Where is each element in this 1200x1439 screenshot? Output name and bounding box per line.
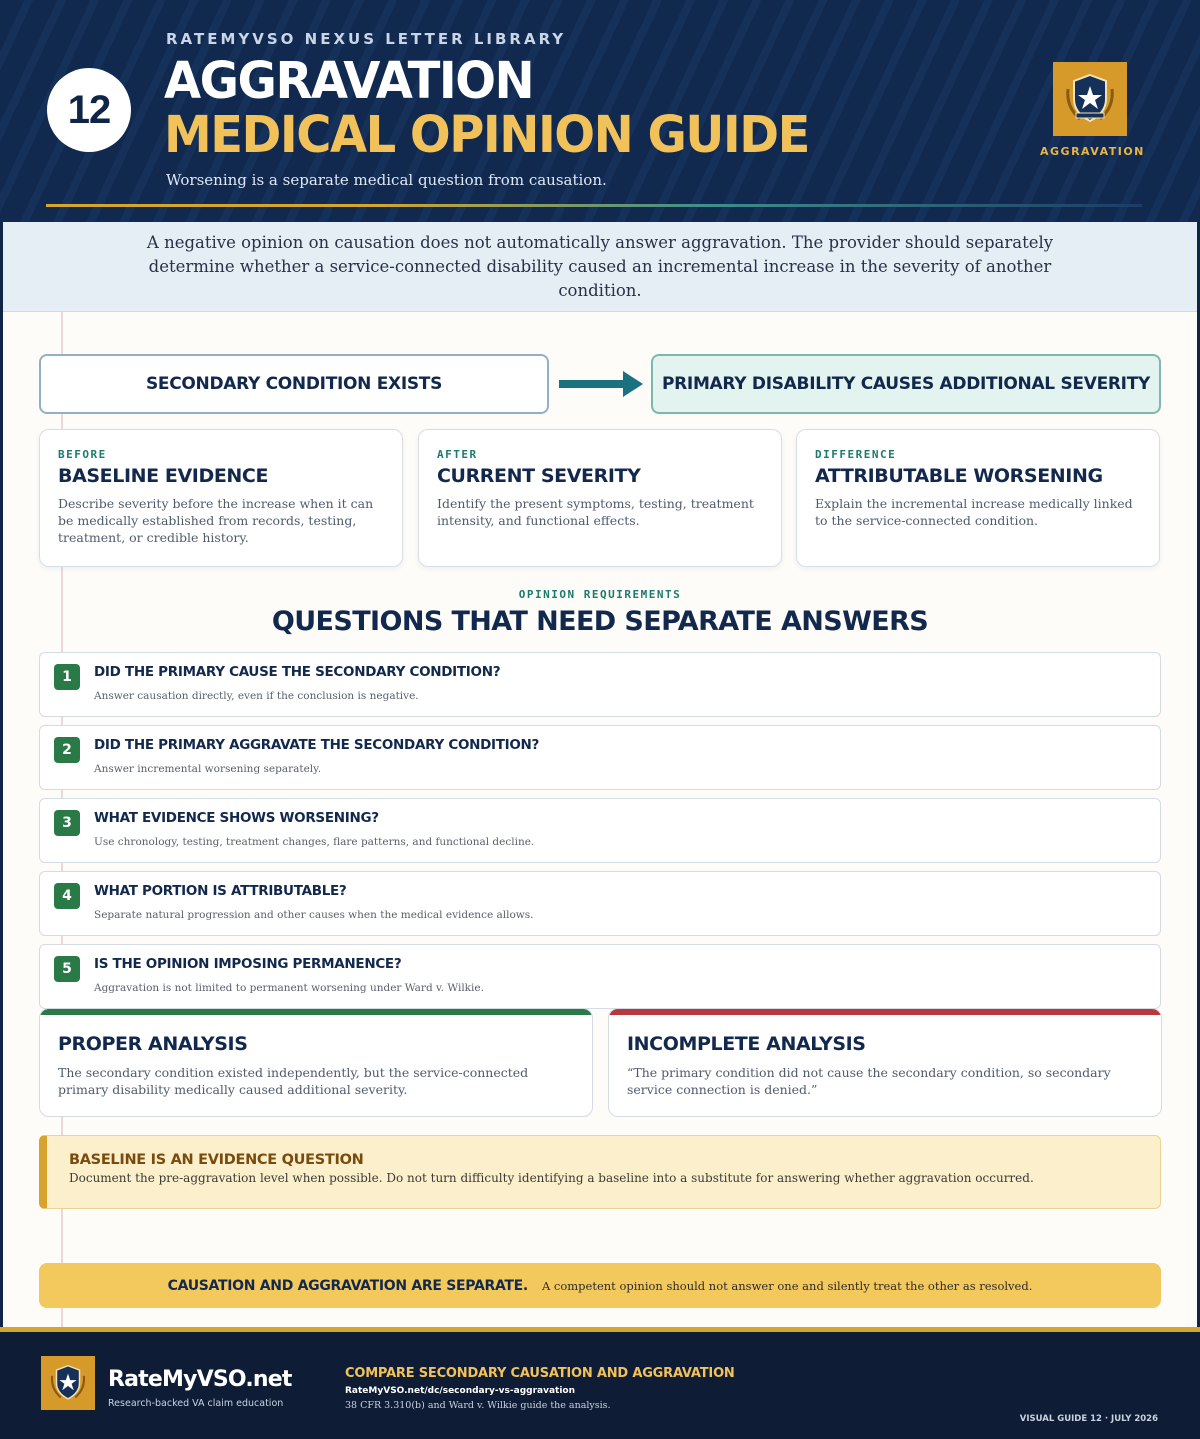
library-eyebrow: RATEMYVSO NEXUS LETTER LIBRARY xyxy=(166,30,567,48)
question-number: 2 xyxy=(54,737,80,763)
flow-secondary-condition: SECONDARY CONDITION EXISTS xyxy=(39,354,549,414)
footer-citation: 38 CFR 3.310(b) and Ward v. Wilkie guide the analysis. xyxy=(345,1400,611,1411)
card-body: Describe severity before the increase when it can be medically established from records, testing, treatment, or credible history. xyxy=(58,496,374,545)
question-number: 3 xyxy=(54,810,80,836)
question-desc: Separate natural progression and other causes when the medical evidence allows. xyxy=(94,909,534,921)
question-number: 4 xyxy=(54,883,80,909)
card-title: ATTRIBUTABLE WORSENING xyxy=(815,465,1103,487)
page-title-line1: AGGRAVATION xyxy=(164,52,534,111)
footer xyxy=(0,1327,1200,1439)
card-difference xyxy=(796,429,1160,567)
guide-number-badge: 12 xyxy=(47,68,131,152)
card-title: BASELINE EVIDENCE xyxy=(58,465,269,487)
footer-tagline: Research-backed VA claim education xyxy=(108,1398,284,1409)
card-current xyxy=(418,429,782,567)
baseline-note-body: Document the pre-aggravation level when possible. Do not turn difficulty identifying a baseline into a substitute for answering whether aggravation occurred. xyxy=(69,1171,1034,1185)
shield-star-icon xyxy=(41,1356,95,1410)
page-title-line2: MEDICAL OPINION GUIDE xyxy=(164,106,809,165)
question-desc: Use chronology, testing, treatment changes, flare patterns, and functional decline. xyxy=(94,836,535,848)
card-baseline xyxy=(39,429,403,567)
shield-star-icon xyxy=(1053,62,1127,136)
question-row xyxy=(39,871,1161,936)
footer-link-title: COMPARE SECONDARY CAUSATION AND AGGRAVATION xyxy=(345,1366,735,1381)
banner-body: A competent opinion should not answer one and silently treat the other as resolved. xyxy=(541,1278,1033,1293)
question-title: DID THE PRIMARY AGGRAVATE THE SECONDARY CONDITION? xyxy=(94,737,540,753)
card-kicker: AFTER xyxy=(437,448,478,461)
page-subtitle: Worsening is a separate medical question from causation. xyxy=(166,171,607,189)
question-row xyxy=(39,798,1161,863)
question-title: DID THE PRIMARY CAUSE THE SECONDARY CONDITION? xyxy=(94,664,501,680)
header xyxy=(0,0,1200,222)
question-desc: Aggravation is not limited to permanent worsening under Ward v. Wilkie. xyxy=(94,982,484,994)
baseline-note xyxy=(39,1135,1161,1209)
section-title: QUESTIONS THAT NEED SEPARATE ANSWERS xyxy=(271,606,929,637)
baseline-note-title: BASELINE IS AN EVIDENCE QUESTION xyxy=(69,1152,364,1168)
main-content xyxy=(3,222,1197,1327)
arrow-right-icon xyxy=(559,369,647,403)
incomplete-analysis-title: INCOMPLETE ANALYSIS xyxy=(627,1033,866,1055)
question-desc: Answer incremental worsening separately. xyxy=(94,763,322,775)
question-desc: Answer causation directly, even if the conclusion is negative. xyxy=(94,690,419,702)
question-number: 1 xyxy=(54,664,80,690)
logo-caption: AGGRAVATION xyxy=(1040,145,1145,158)
proper-analysis-card xyxy=(39,1008,593,1117)
footer-url-link[interactable]: RateMyVSO.net/dc/secondary-vs-aggravation xyxy=(345,1386,576,1396)
question-title: WHAT PORTION IS ATTRIBUTABLE? xyxy=(94,883,347,899)
proper-analysis-body: The secondary condition existed independently, but the service-connected primary disability medically caused additional severity. xyxy=(58,1065,529,1097)
question-number: 5 xyxy=(54,956,80,982)
card-body: Explain the incremental increase medically linked to the service-connected condition. xyxy=(815,496,1133,528)
incomplete-analysis-card xyxy=(608,1008,1162,1117)
card-kicker: DIFFERENCE xyxy=(815,448,897,461)
footer-brand[interactable]: RateMyVSO.net xyxy=(108,1367,292,1392)
card-title: CURRENT SEVERITY xyxy=(437,465,641,487)
card-body: Identify the present symptoms, testing, treatment intensity, and functional effects. xyxy=(437,496,754,528)
intro-text: A negative opinion on causation does not automatically answer aggravation. The provider should separately determine whether a service-connected disability caused an incremental increase in the severity of another condition. xyxy=(3,222,1197,312)
card-kicker: BEFORE xyxy=(58,448,107,461)
question-title: IS THE OPINION IMPOSING PERMANENCE? xyxy=(94,956,402,972)
question-row xyxy=(39,944,1161,1009)
banner-title: CAUSATION AND AGGRAVATION ARE SEPARATE. xyxy=(167,1277,528,1294)
question-title: WHAT EVIDENCE SHOWS WORSENING? xyxy=(94,810,379,826)
footer-guide-label: VISUAL GUIDE 12 · JULY 2026 xyxy=(1019,1414,1158,1424)
summary-banner xyxy=(39,1263,1161,1308)
section-kicker: OPINION REQUIREMENTS xyxy=(518,588,682,601)
proper-analysis-title: PROPER ANALYSIS xyxy=(58,1033,248,1055)
question-row xyxy=(39,725,1161,790)
flow-primary-severity: PRIMARY DISABILITY CAUSES ADDITIONAL SEVERITY xyxy=(651,354,1161,414)
question-row xyxy=(39,652,1161,717)
incomplete-analysis-body: “The primary condition did not cause the secondary condition, so secondary service connection is denied.” xyxy=(627,1065,1111,1097)
